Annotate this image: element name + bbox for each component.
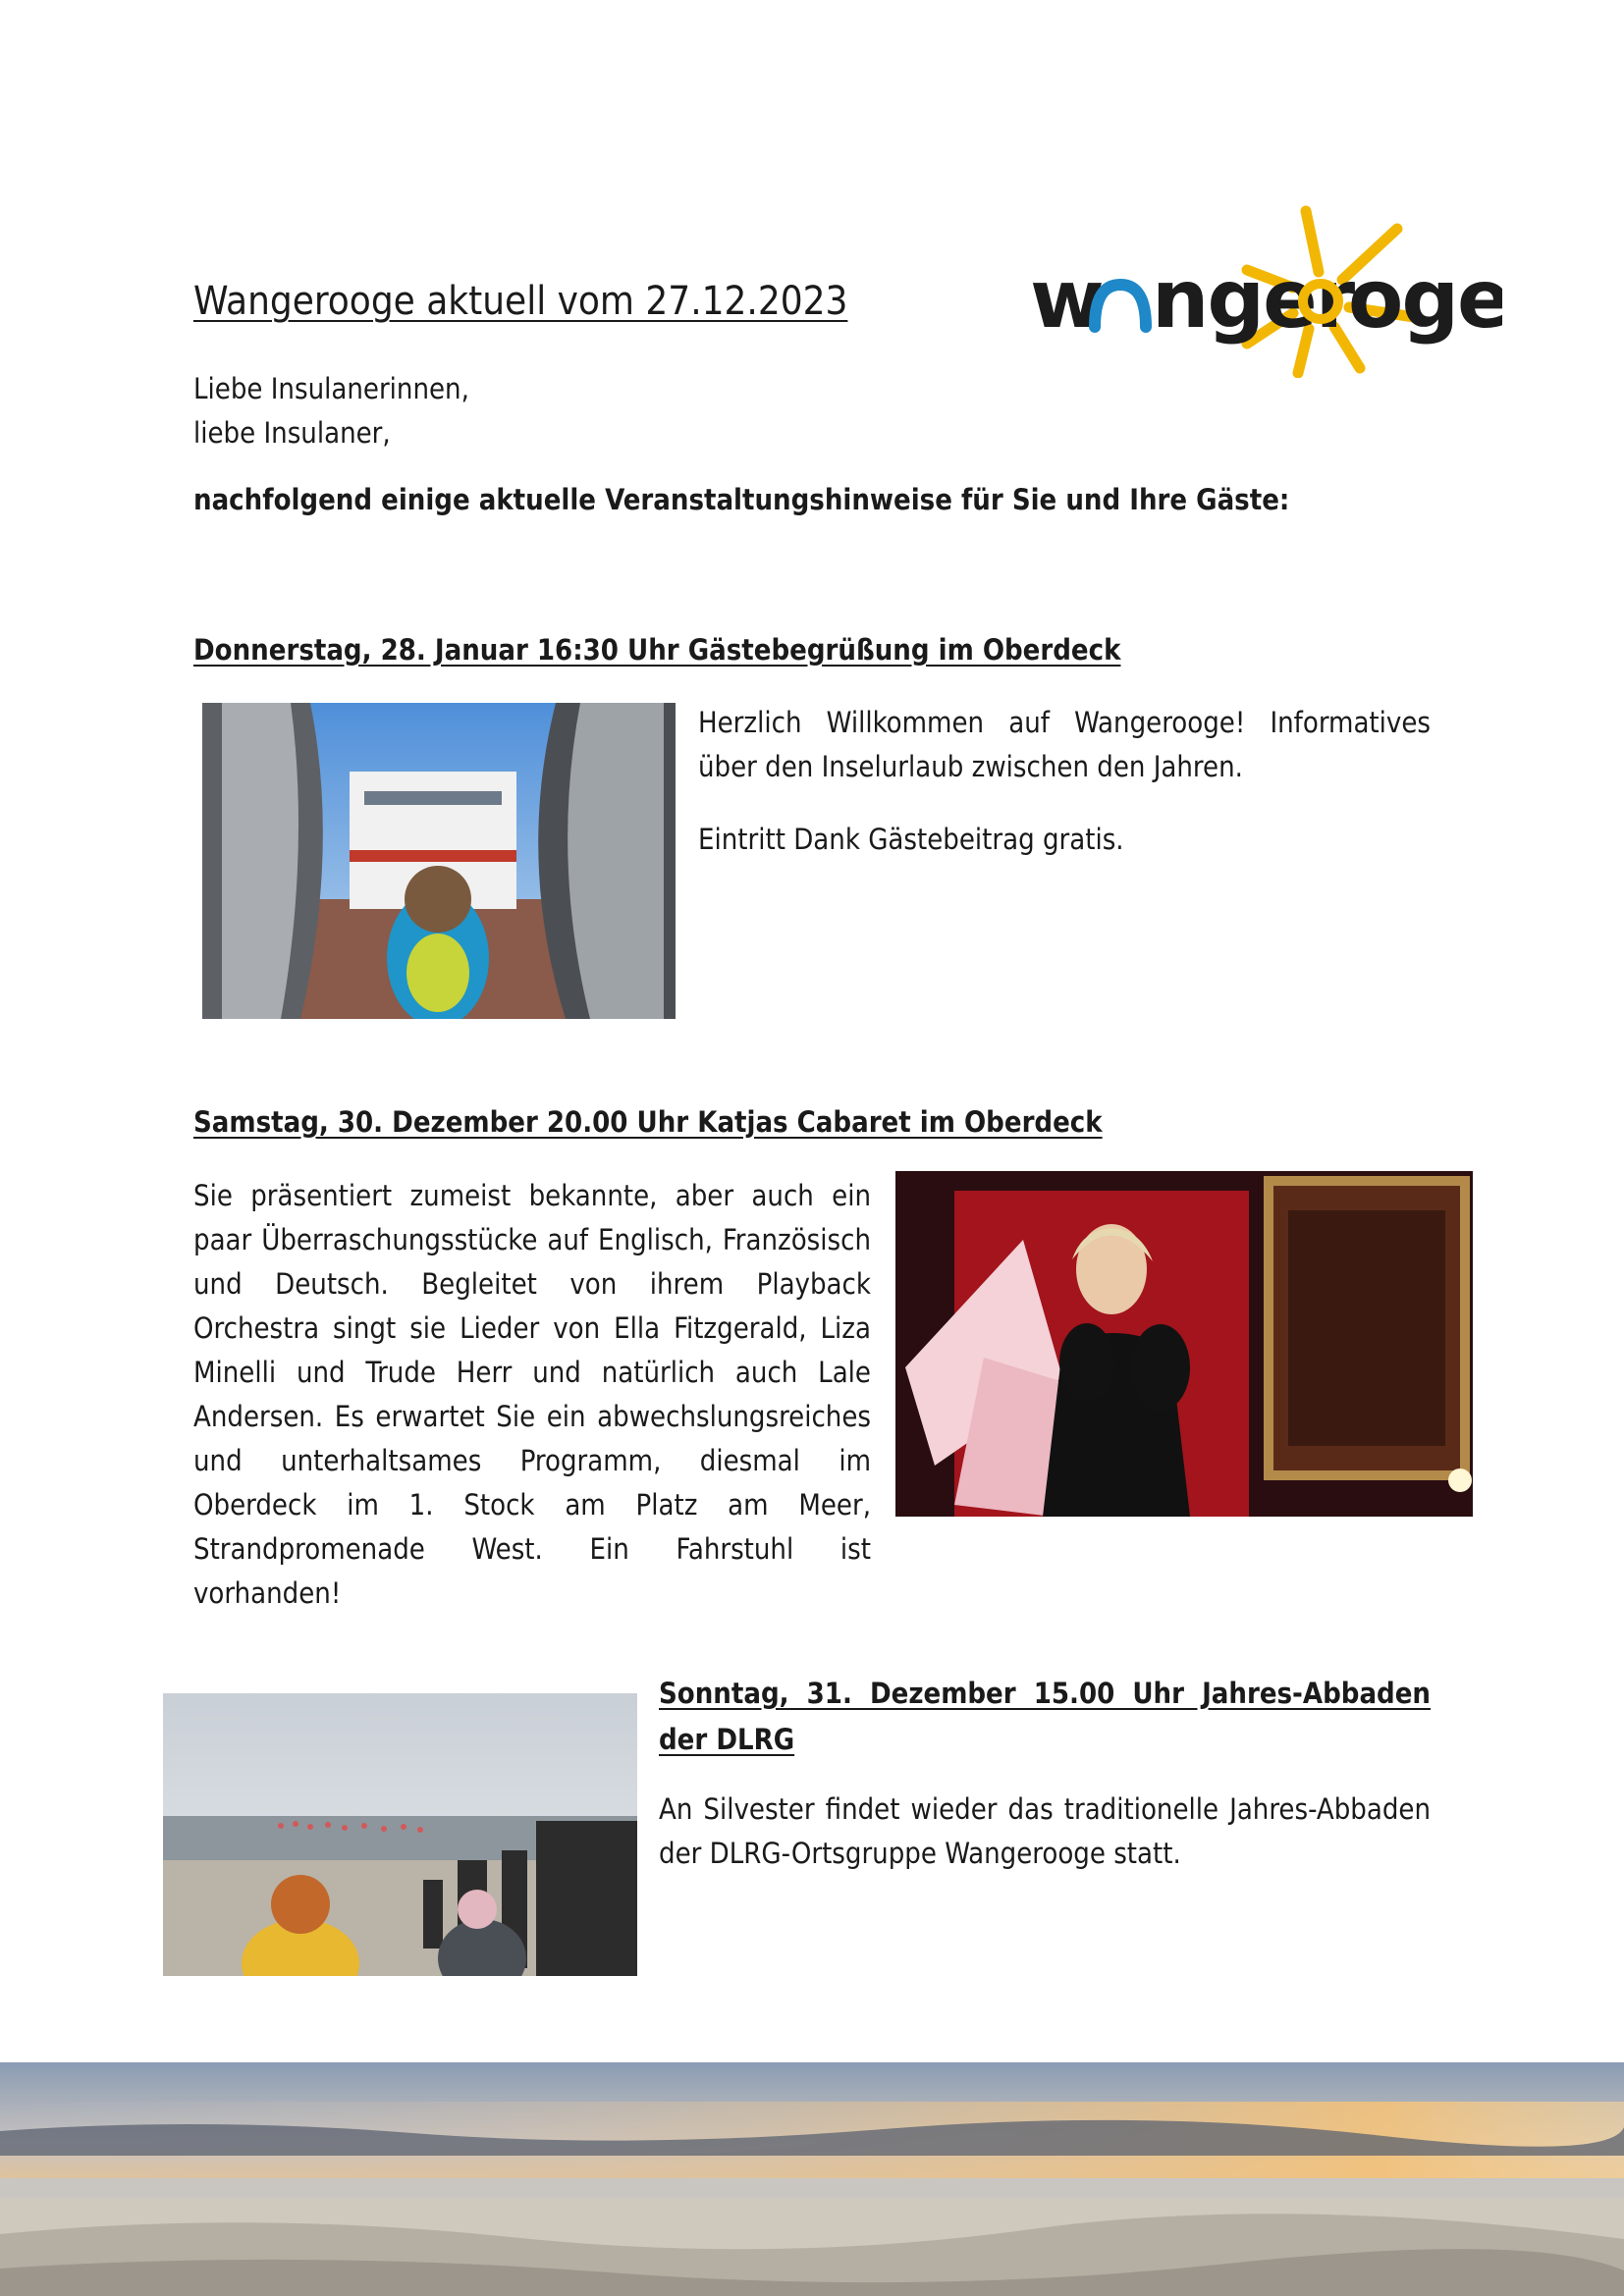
event-3-paragraph-1: An Silvester findet wieder das traditionelle Jahres-Abbaden der DLRG-Ortsgruppe Wangerooge statt. [659,1792,1431,1870]
event-heading-1: Donnerstag, 28. Januar 16:30 Uhr Gästebegrüßung im Oberdeck [193,633,1121,667]
event-heading-3 [659,1671,1431,1763]
svg-text:w: w [1030,253,1103,347]
event-text-1 [698,701,1431,862]
greeting [193,367,469,455]
logo-sun-icon [1026,201,1502,378]
beach-swimmers-photo [163,1693,637,1976]
event-heading-3-text: Sonntag, 31. Dezember 15.00 Uhr Jahres-Abbaden der DLRG [659,1677,1431,1756]
event-heading-2: Samstag, 30. Dezember 20.00 Uhr Katjas Cabaret im Oberdeck [193,1105,1103,1139]
cabaret-singer-photo [895,1171,1473,1517]
svg-text:oge: oge [1348,253,1502,347]
event-text-3 [659,1788,1431,1876]
dunes-sunset-photo [0,2062,1624,2296]
event-1-paragraph-2: Eintritt Dank Gästebeitrag gratis. [698,823,1124,856]
svg-text:nger: nger [1152,253,1354,347]
greeting-line-1: Liebe Insulanerinnen, [193,372,469,405]
page-title: Wangerooge aktuell vom 27.12.2023 [193,279,848,324]
ferry-turnstile-photo [202,703,676,1019]
intro-text: nachfolgend einige aktuelle Veranstaltungshinweise für Sie und Ihre Gäste: [193,483,1290,516]
event-text-2 [193,1174,871,1616]
event-1-paragraph-1: Herzlich Willkommen auf Wangerooge! Informatives über den Inselurlaub zwischen den Jahren. [698,706,1431,783]
wangerooge-logo [1026,201,1502,378]
greeting-line-2: liebe Insulaner, [193,416,391,450]
event-2-paragraph-1: Sie präsentiert zumeist bekannte, aber auch ein paar Überraschungsstücke auf Englisch, Französisch und Deutsch. Begleitet von ihrem Playback Orchestra singt sie Lieder von Ella Fitzgerald, Liza Minelli und Trude Herr und natürlich auch Lale Andersen. Es erwartet Sie ein abwechslungsreiches und unterhaltsames Programm, diesmal im Oberdeck im 1. Stock am Platz am Meer, Strandpromenade West. Ein Fahrstuhl ist vorhanden! [193,1179,871,1610]
